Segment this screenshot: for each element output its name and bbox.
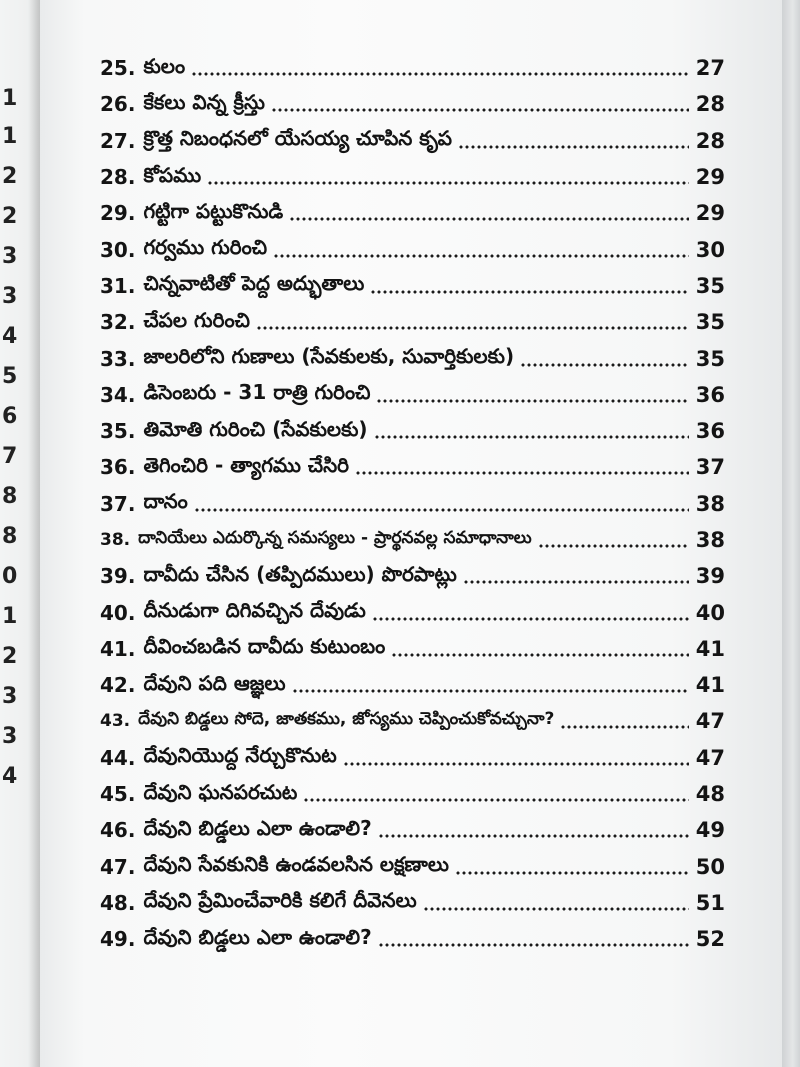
toc-entry [100, 304, 725, 340]
toc-entry-page: 40 [695, 600, 725, 625]
dot-leader [355, 471, 689, 475]
toc-entry-number: 34. [100, 382, 136, 407]
toc-entry [100, 413, 725, 449]
dot-leader [374, 435, 689, 439]
toc-entry-page: 47 [695, 745, 725, 770]
dot-leader [370, 290, 689, 294]
toc-entry-number: 29. [100, 201, 136, 226]
toc-entry [100, 776, 725, 812]
toc-entry [100, 449, 725, 485]
toc-entry-page: 30 [695, 237, 725, 262]
toc-entry-number: 36. [100, 455, 136, 480]
toc-entry-page: 36 [695, 382, 725, 407]
page-right-edge [782, 0, 800, 1067]
toc-entry-title: దేవునియొద్ద నేర్చుకొనుట [143, 743, 337, 768]
dot-leader [194, 508, 689, 512]
toc-entry-page: 52 [695, 927, 725, 952]
toc-entry-number: 25. [100, 56, 136, 81]
toc-entry [100, 594, 725, 630]
toc-entry [100, 522, 725, 558]
background-page-digit: 7 [2, 444, 18, 469]
toc-entry-page: 29 [695, 165, 725, 190]
toc-entry-number: 44. [100, 745, 136, 770]
toc-entry [100, 195, 725, 231]
toc-entry-title: కోపము [143, 162, 202, 187]
background-page-digit: 1 [2, 604, 18, 629]
toc-entry-page: 35 [695, 346, 725, 371]
toc-entry [100, 558, 725, 594]
toc-entry [100, 231, 725, 267]
toc-entry-title: దావీదు చేసిన (తప్పిదములు) పొరపాట్లు [143, 561, 457, 586]
toc-entry-title: డిసెంబరు - 31 రాత్రి గురించి [143, 380, 371, 405]
toc-entry [100, 50, 725, 86]
background-page-digit: 2 [2, 164, 18, 189]
background-page-digit: 3 [2, 684, 18, 709]
toc-entry-number: 35. [100, 419, 136, 444]
toc-entry-page: 48 [695, 782, 725, 807]
background-page-digit: 1 [2, 86, 18, 111]
toc-entry-title: గర్వము గురించి [143, 235, 268, 260]
toc-entry-number: 26. [100, 92, 136, 117]
dot-leader [378, 834, 689, 838]
toc-entry [100, 86, 725, 122]
toc-entry-title: క్రొత్త నిబంధనలో యేసయ్య చూపిన కృప [143, 126, 452, 151]
toc-entry-page: 38 [695, 528, 725, 552]
toc-entry-number: 47. [100, 854, 136, 879]
background-page-digit: 3 [2, 284, 18, 309]
toc-entry-title: దేవుని సేవకునికి ఉండవలసిన లక్షణాలు [143, 852, 449, 877]
toc-entry-number: 49. [100, 927, 136, 952]
toc-entry-title: దానం [143, 489, 188, 514]
toc-entry-page: 49 [695, 818, 725, 843]
toc-entry [100, 159, 725, 195]
toc-entry-title: దేవుని ప్రేమించేవారికి కలిగే దీవెనలు [143, 888, 417, 913]
toc-entry-title: చేపల గురించి [143, 307, 250, 332]
toc-entry-number: 30. [100, 237, 136, 262]
toc-entry-title: చిన్నవాటితో పెద్ద అద్భుతాలు [143, 271, 365, 296]
toc-entry-number: 32. [100, 310, 136, 335]
dot-leader [256, 326, 689, 330]
toc-entry-number: 41. [100, 636, 136, 661]
toc-entry-number: 37. [100, 491, 136, 516]
toc-entry-title: జాలరిలోని గుణాలు (సేవకులకు, సువార్తికులకు) [143, 344, 515, 369]
toc-entry [100, 849, 725, 885]
toc-entry-page: 28 [695, 128, 725, 153]
dot-leader [343, 762, 689, 766]
toc-entry-title: దేవుని బిడ్డలు ఎలా ఉండాలి? [143, 924, 372, 949]
toc-entry-page: 47 [695, 709, 725, 734]
toc-entry [100, 703, 725, 739]
toc-entry [100, 268, 725, 304]
dot-leader [520, 363, 689, 367]
dot-leader [378, 943, 689, 947]
background-page-digit: 4 [2, 764, 18, 789]
toc-entry [100, 812, 725, 848]
toc-entry-title: గట్టిగా పట్టుకొనుడి [143, 198, 284, 223]
toc-entry-number: 42. [100, 673, 136, 698]
toc-entry [100, 340, 725, 376]
toc-entry-page: 38 [695, 491, 725, 516]
dot-leader [207, 181, 689, 185]
toc-entry [100, 123, 725, 159]
background-page-digit: 3 [2, 724, 18, 749]
toc-entry-page: 39 [695, 564, 725, 589]
toc-entry [100, 921, 725, 957]
toc-entry-number: 31. [100, 273, 136, 298]
toc-entry-number: 40. [100, 600, 136, 625]
toc-entry [100, 377, 725, 413]
toc-entry-number: 48. [100, 890, 136, 915]
toc-entry-number: 45. [100, 782, 136, 807]
toc-entry-title: కులం [143, 53, 186, 78]
dot-leader [463, 580, 689, 584]
toc-entry-title: కేకలు విన్న క్రీస్తు [143, 89, 265, 114]
background-page-digit: 8 [2, 524, 18, 549]
dot-leader [191, 72, 689, 76]
toc-entry-number: 38. [100, 530, 131, 550]
toc-entry-page: 51 [695, 890, 725, 915]
dot-leader [376, 399, 689, 403]
dot-leader [423, 907, 689, 911]
toc-entry-page: 35 [695, 273, 725, 298]
toc-entry-page: 35 [695, 310, 725, 335]
dot-leader [271, 108, 689, 112]
toc-entry-number: 27. [100, 128, 136, 153]
toc-entry-number: 46. [100, 818, 136, 843]
dot-leader [273, 254, 689, 258]
dot-leader [458, 145, 689, 149]
toc-entry-page: 36 [695, 419, 725, 444]
toc-entry-page: 41 [695, 673, 725, 698]
toc-entry-title: దీనుడుగా దిగివచ్చిన దేవుడు [143, 598, 366, 623]
background-page-digit: 3 [2, 244, 18, 269]
toc-entry-title: దానియేలు ఎదుర్కొన్న సమస్యలు - ప్రార్థనవల్ల సమాధానాలు [138, 528, 532, 548]
toc-entry-title: తిమోతి గురించి (సేవకులకు) [143, 416, 368, 441]
toc-entry [100, 667, 725, 703]
background-page-digit: 0 [2, 564, 18, 589]
background-page-digit: 6 [2, 404, 18, 429]
toc-entry [100, 631, 725, 667]
background-page-digit: 2 [2, 204, 18, 229]
table-of-contents [100, 50, 725, 957]
toc-entry-page: 28 [695, 92, 725, 117]
background-page-digit: 8 [2, 484, 18, 509]
toc-entry-page: 37 [695, 455, 725, 480]
dot-leader [455, 871, 689, 875]
toc-entry-number: 28. [100, 165, 136, 190]
toc-entry-page: 29 [695, 201, 725, 226]
toc-entry-page: 50 [695, 854, 725, 879]
background-page-digit: 1 [2, 124, 18, 149]
dot-leader [303, 798, 689, 802]
toc-entry-number: 39. [100, 564, 136, 589]
dot-leader [391, 653, 689, 657]
toc-entry-title: తెగించిరి - త్యాగము చేసిరి [143, 452, 350, 477]
toc-entry-page: 41 [695, 636, 725, 661]
dot-leader [372, 617, 689, 621]
toc-entry-title: దీవించబడిన దావీదు కుటుంబం [143, 634, 386, 659]
toc-entry-number: 43. [100, 711, 131, 732]
background-page-digit: 2 [2, 644, 18, 669]
dot-leader [538, 544, 689, 548]
toc-entry-title: దేవుని ఘనపరచుట [143, 779, 298, 804]
toc-entry-title: దేవుని బిడ్డలు సోదె, జాతకము, జోస్యము చెప్పించుకోవచ్చునా? [138, 709, 555, 730]
toc-entry [100, 486, 725, 522]
toc-entry-page: 27 [695, 56, 725, 81]
background-page-digit: 5 [2, 364, 18, 389]
toc-entry [100, 740, 725, 776]
toc-entry-title: దేవుని పది ఆజ్ఞలు [143, 670, 286, 695]
dot-leader [560, 725, 689, 729]
dot-leader [292, 689, 689, 693]
toc-entry-number: 33. [100, 346, 136, 371]
toc-entry [100, 885, 725, 921]
dot-leader [289, 217, 689, 221]
background-page-digit: 4 [2, 324, 18, 349]
toc-entry-title: దేవుని బిడ్డలు ఎలా ఉండాలి? [143, 815, 372, 840]
